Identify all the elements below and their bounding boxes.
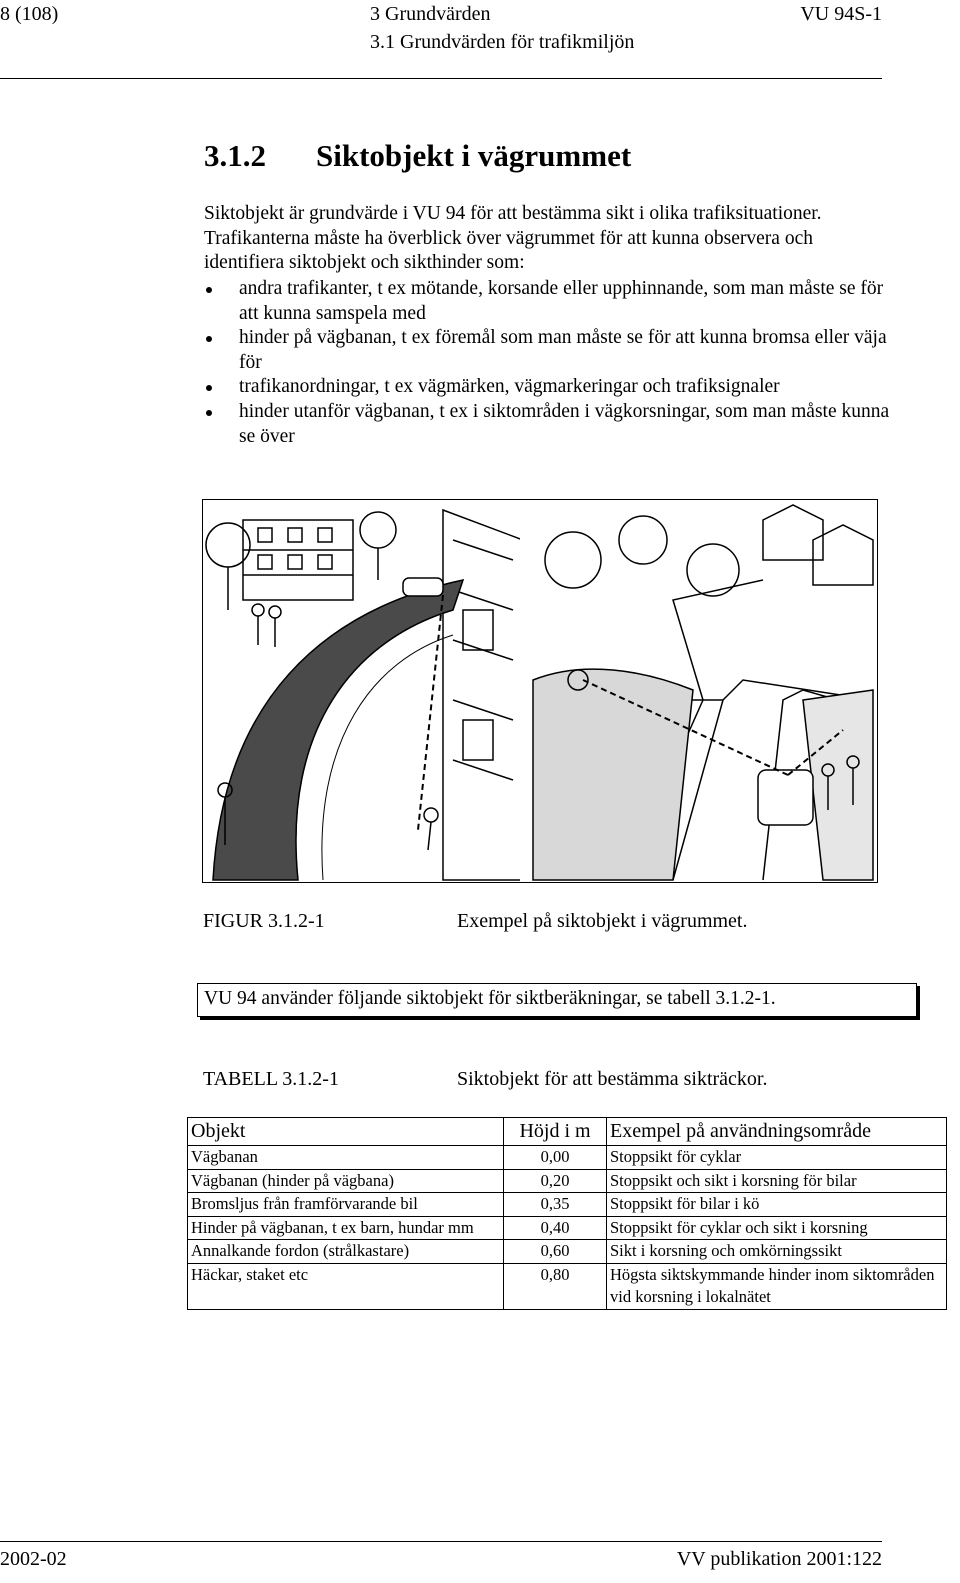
bullet-list xyxy=(204,277,894,449)
page-number: 8 (108) xyxy=(0,3,59,25)
tree-icon xyxy=(687,544,739,596)
column-header-objekt: Objekt xyxy=(188,1118,504,1146)
column-header-hojd: Höjd i m xyxy=(504,1118,607,1146)
table-row: Vägbanan (hinder på vägbana) 0,20 Stoppsikt och sikt i korsning för bilar xyxy=(188,1169,947,1193)
table-row: Annalkande fordon (strålkastare) 0,60 Sikt i korsning och omkörningssikt xyxy=(188,1240,947,1264)
table-row: Hinder på vägbanan, t ex barn, hundar mm 0,40 Stoppsikt för cyklar och sikt i korsning xyxy=(188,1216,947,1240)
chapter-title: 3 Grundvärden xyxy=(370,3,491,25)
car-icon xyxy=(403,578,443,596)
bullet-icon xyxy=(206,287,212,293)
table-row: Vägbanan 0,00 Stoppsikt för cyklar xyxy=(188,1146,947,1170)
footer-date: 2002-02 xyxy=(0,1548,67,1570)
house-icon xyxy=(763,505,823,560)
bullet-icon xyxy=(206,385,212,391)
section-number: 3.1.2 xyxy=(204,138,266,173)
table-header-row xyxy=(188,1118,947,1146)
tree-icon xyxy=(360,512,396,548)
intro-paragraph: Siktobjekt är grundvärde i VU 94 för att bestämma sikt i olika trafiksituationer. Trafikanterna måste ha överblick över vägrummet för att kunna observera och identifiera siktobjekt och sikthinder som: xyxy=(204,203,822,274)
table-label: TABELL 3.1.2-1 xyxy=(203,1068,339,1090)
sight-line xyxy=(418,595,443,830)
child-icon xyxy=(424,808,438,822)
column-header-exempel: Exempel på användningsområde xyxy=(607,1118,947,1146)
figure-label: FIGUR 3.1.2-1 xyxy=(203,910,325,932)
building-icon xyxy=(443,510,523,880)
list-item: andra trafikanter, t ex mötande, korsande eller upphinnande, som man måste se för att kunna samspela med xyxy=(204,277,894,326)
table-row: Häckar, staket etc 0,80 Högsta siktskymmande hinder inom siktområden vid korsning i lokalnätet xyxy=(188,1263,947,1309)
list-item: hinder på vägbanan, t ex föremål som man måste se för att kunna bromsa eller väja för xyxy=(204,326,894,375)
header-rule xyxy=(0,78,882,79)
table-row: Bromsljus från framförvarande bil 0,35 Stoppsikt för bilar i kö xyxy=(188,1193,947,1217)
figure-illustration xyxy=(202,499,878,883)
tree-icon xyxy=(619,516,667,564)
sight-object-table xyxy=(187,1117,947,1310)
tree-icon xyxy=(545,532,601,588)
table-caption: Siktobjekt för att bestämma sikträckor. xyxy=(457,1068,768,1090)
footer-publication: VV publikation 2001:122 xyxy=(676,1548,882,1570)
list-item: hinder utanför vägbanan, t ex i siktområden i vägkorsningar, som man måste kunna se över xyxy=(204,400,894,449)
street-scene-illustration xyxy=(203,500,876,881)
note-box: VU 94 använder följande siktobjekt för siktberäkningar, se tabell 3.1.2-1. xyxy=(197,983,917,1017)
section-heading xyxy=(204,136,631,176)
footer-rule xyxy=(0,1541,882,1542)
hedge-icon xyxy=(533,669,693,880)
right-scene xyxy=(523,500,873,881)
bullet-icon xyxy=(206,410,212,416)
bullet-icon xyxy=(206,336,212,342)
subchapter-title: 3.1 Grundvärden för trafikmiljön xyxy=(370,31,635,53)
figure-caption: Exempel på siktobjekt i vägrummet. xyxy=(457,910,748,932)
house-icon xyxy=(813,525,873,585)
pedestrian-icon xyxy=(269,606,281,618)
list-item: trafikanordningar, t ex vägmärken, vägmarkeringar och trafiksignaler xyxy=(204,375,894,400)
building-icon xyxy=(243,520,353,600)
document-id: VU 94S-1 xyxy=(800,3,882,25)
section-title: Siktobjekt i vägrummet xyxy=(316,138,632,173)
car-icon xyxy=(758,770,813,825)
left-scene xyxy=(206,510,523,880)
road-curve xyxy=(213,580,463,880)
pedestrian-icon xyxy=(252,604,264,616)
